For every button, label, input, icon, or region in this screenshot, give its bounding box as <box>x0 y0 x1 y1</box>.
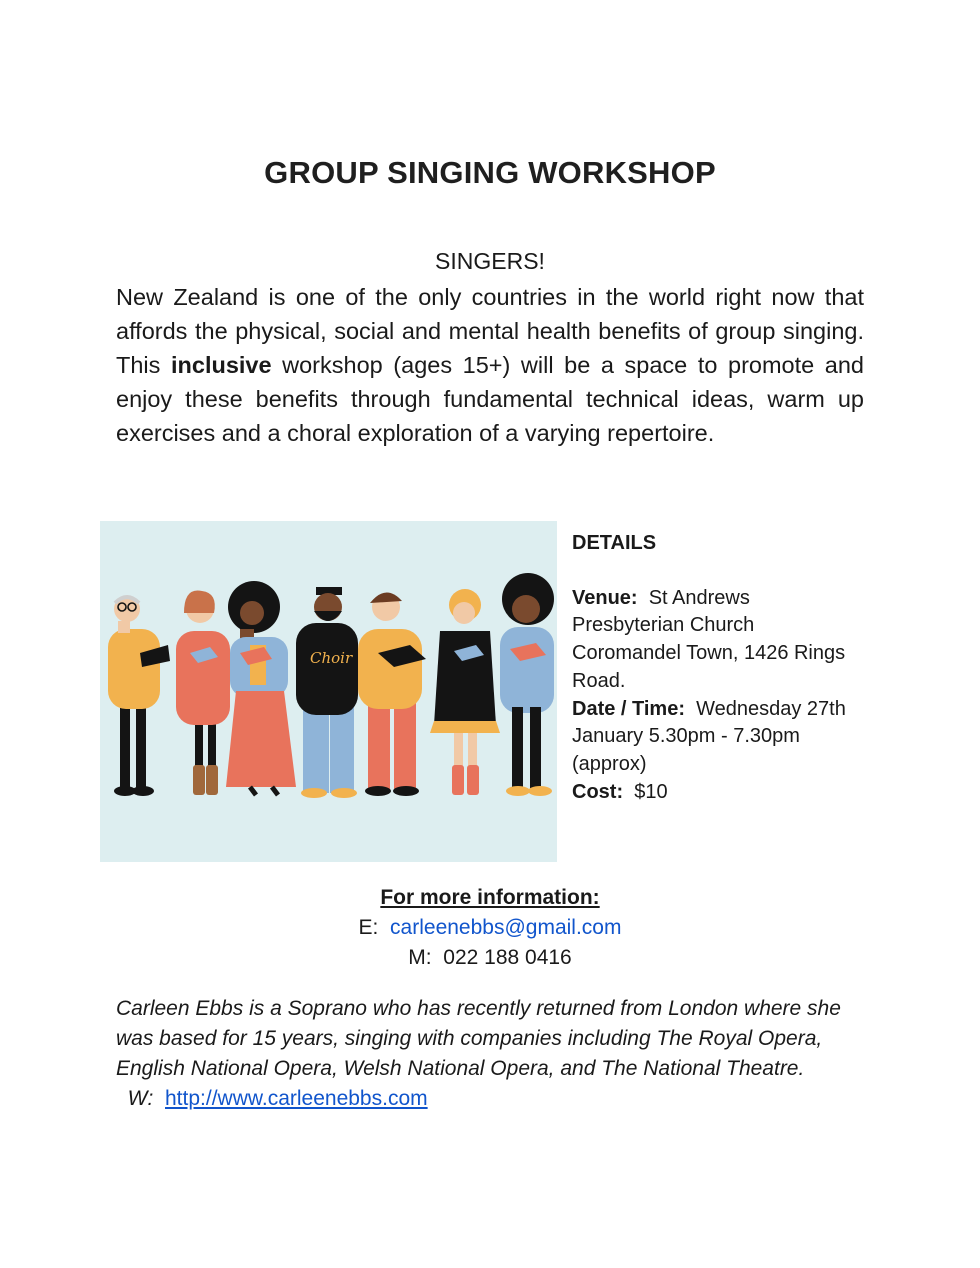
venue-label: Venue: <box>572 586 638 609</box>
phone-line <box>0 943 980 973</box>
intro-bold-word: inclusive <box>170 352 272 378</box>
singer-man-choir <box>296 587 358 798</box>
venue-line-4: Road. <box>572 669 626 692</box>
intro-paragraph <box>116 280 864 450</box>
details-heading: DETAILS <box>572 532 657 554</box>
singer-man-mustard <box>358 592 426 796</box>
singer-man-blue <box>500 573 554 796</box>
cost-label: Cost: <box>572 780 624 803</box>
contact-section <box>0 883 980 973</box>
page-title: GROUP SINGING WORKSHOP <box>264 155 716 190</box>
intro-text-2: workshop (ages 15+) will be a space to promote and enjoy these benefits through fundamental technical ideas, warm up exercises and a choral exploration of a varying repertoire. <box>116 352 864 446</box>
cost-value: $10 <box>623 780 668 803</box>
cost-line <box>572 779 872 807</box>
choir-illustration <box>100 521 557 862</box>
venue-line <box>572 585 872 613</box>
intro-text-1: New Zealand is one of the only countries in the world right now that affords the physical, social and mental health benefits of group singing. This <box>116 284 864 378</box>
singer-older-man <box>108 596 170 796</box>
singer-woman-skirt <box>226 581 296 795</box>
phone-number: 022 188 0416 <box>443 946 572 969</box>
bio-paragraph <box>116 994 876 1114</box>
email-line <box>0 913 980 943</box>
website-prefix: W: <box>116 1087 165 1110</box>
website-link[interactable]: http://www.carleenebbs.com <box>165 1087 428 1110</box>
subheading: SINGERS! <box>435 248 545 274</box>
date-line <box>572 696 872 724</box>
date-line-2: January 5.30pm - 7.30pm <box>572 725 800 748</box>
venue-line-3: Coromandel Town, 1426 Rings <box>572 642 846 665</box>
date-line-3: (approx) <box>572 752 647 775</box>
more-info-heading: For more information: <box>380 886 600 909</box>
email-prefix: E: <box>358 916 391 939</box>
singer-woman-coral <box>176 590 230 795</box>
choir-shirt-text: Choir <box>310 649 353 667</box>
singer-woman-blonde <box>430 589 500 795</box>
details-section <box>572 530 872 806</box>
choir-singers-image <box>100 521 557 862</box>
venue-value: St Andrews <box>637 586 750 609</box>
bio-text: Carleen Ebbs is a Soprano who has recently returned from London where she was based for 15 years, singing with companies including The Royal Opera, English National Opera, Welsh National Opera, and The National Theatre. <box>116 997 841 1080</box>
venue-line-2: Presbyterian Church <box>572 614 755 637</box>
phone-prefix: M: <box>408 946 444 969</box>
email-link[interactable]: carleenebbs@gmail.com <box>390 916 622 939</box>
date-value: Wednesday 27th <box>685 697 846 720</box>
date-label: Date / Time: <box>572 697 685 720</box>
